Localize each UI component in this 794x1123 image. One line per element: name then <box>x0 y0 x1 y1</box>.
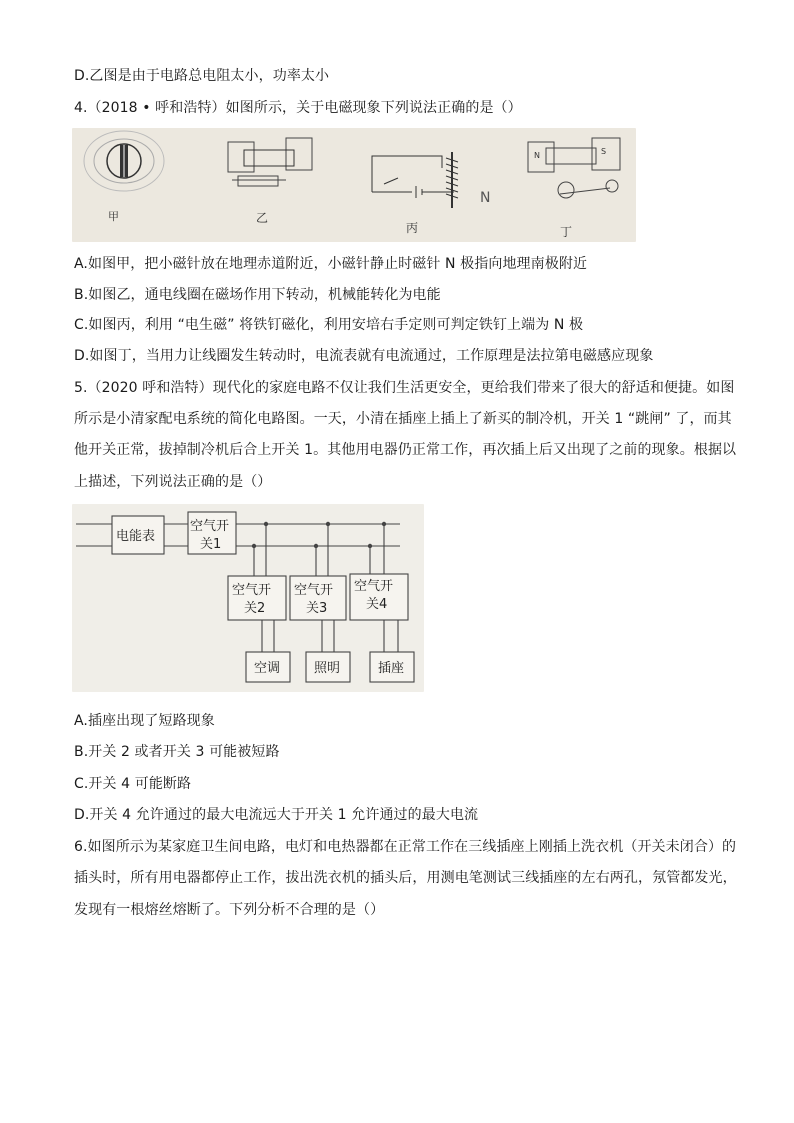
q3-option-d: D.乙图是由于电路总电阻太小，功率太小 <box>74 68 330 84</box>
q4-label-jia: 甲 <box>108 210 119 223</box>
switch3-label-line2: 关3 <box>306 601 328 616</box>
q4-fig-mark-s-right: S <box>601 147 607 156</box>
q5-option-b: B.开关 2 或者开关 3 可能被短路 <box>74 744 280 760</box>
q5-option-a: A.插座出现了短路现象 <box>74 713 215 729</box>
q5-stem-line-4: 上描述，下列说法正确的是（） <box>74 474 272 490</box>
switch4-label-line2: 关4 <box>366 597 388 612</box>
compass-sketch <box>84 131 164 191</box>
q4-option-c: C.如图丙，利用 “电生磁” 将铁钉磁化，利用安培右手定则可判定铁钉上端为 N 极 <box>74 317 584 333</box>
generator-sketch <box>528 138 620 198</box>
q4-label-yi: 乙 <box>256 211 269 225</box>
q6-stem-line-1: 6.如图所示为某家庭卫生间电路，电灯和电热器都在正常工作在三线插座上刚插上洗衣机（开关未闭合）的 <box>74 839 737 855</box>
switch2-label-line2: 关2 <box>244 601 266 616</box>
q4-fig-mark-n-pen: N <box>480 190 491 206</box>
q4-option-b: B.如图乙，通电线圈在磁场作用下转动，机械能转化为电能 <box>74 287 441 303</box>
electromagnet-sketch <box>372 152 458 208</box>
q4-stem: 4.（2018 • 呼和浩特）如图所示，关于电磁现象下列说法正确的是（） <box>74 100 522 116</box>
q6-stem-line-3: 发现有一根熔丝熔断了。下列分析不合理的是（） <box>74 902 385 918</box>
q4-label-ding: 丁 <box>560 225 573 239</box>
q4-label-bing: 丙 <box>406 221 419 235</box>
load-socket: 插座 <box>378 661 405 676</box>
q5-circuit-diagram <box>72 504 424 692</box>
q4-fig-mark-n-left: N <box>534 151 540 160</box>
q5-stem-line-1: 5.（2020 呼和浩特）现代化的家庭电路不仅让我们生活更安全，更给我们带来了很大的舒适和便捷。如图 <box>74 380 735 396</box>
q6-stem-line-2: 插头时，所有用电器都停止工作，拔出洗衣机的插头后，用测电笔测试三线插座的左右两孔，氖管都发光， <box>74 870 737 886</box>
switch4-label-line1: 空气开 <box>354 579 394 594</box>
q4-option-a: A.如图甲，把小磁针放在地理赤道附近，小磁针静止时磁针 N 极指向地理南极附近 <box>74 256 588 272</box>
load-lighting: 照明 <box>314 661 341 676</box>
q5-circuit-drawing <box>72 504 424 692</box>
q5-option-c: C.开关 4 可能断路 <box>74 776 192 792</box>
switch1-label-line2: 关1 <box>200 537 222 552</box>
switch1-label-line1: 空气开 <box>190 519 230 534</box>
q4-figure-electromagnetism <box>72 128 636 242</box>
q4-figure-drawing <box>72 128 636 242</box>
switch2-label-line1: 空气开 <box>232 583 272 598</box>
q4-option-d: D.如图丁，当用力让线圈发生转动时，电流表就有电流通过，工作原理是法拉第电磁感应现象 <box>74 348 654 364</box>
electric-meter-label: 电能表 <box>116 529 156 544</box>
q5-stem-line-2: 所示是小清家配电系统的简化电路图。一天，小清在插座上插上了新买的制冷机，开关 1 “跳闸” 了，而其 <box>74 411 732 427</box>
motor-sketch <box>228 138 312 186</box>
q5-stem-line-3: 他开关正常，拔掉制冷机后合上开关 1。其他用电器仍正常工作，再次插上后又出现了之前的现象。根据以 <box>74 442 737 458</box>
switch3-label-line1: 空气开 <box>294 583 334 598</box>
load-air-conditioner: 空调 <box>254 661 281 676</box>
q5-option-d: D.开关 4 允许通过的最大电流远大于开关 1 允许通过的最大电流 <box>74 807 479 823</box>
